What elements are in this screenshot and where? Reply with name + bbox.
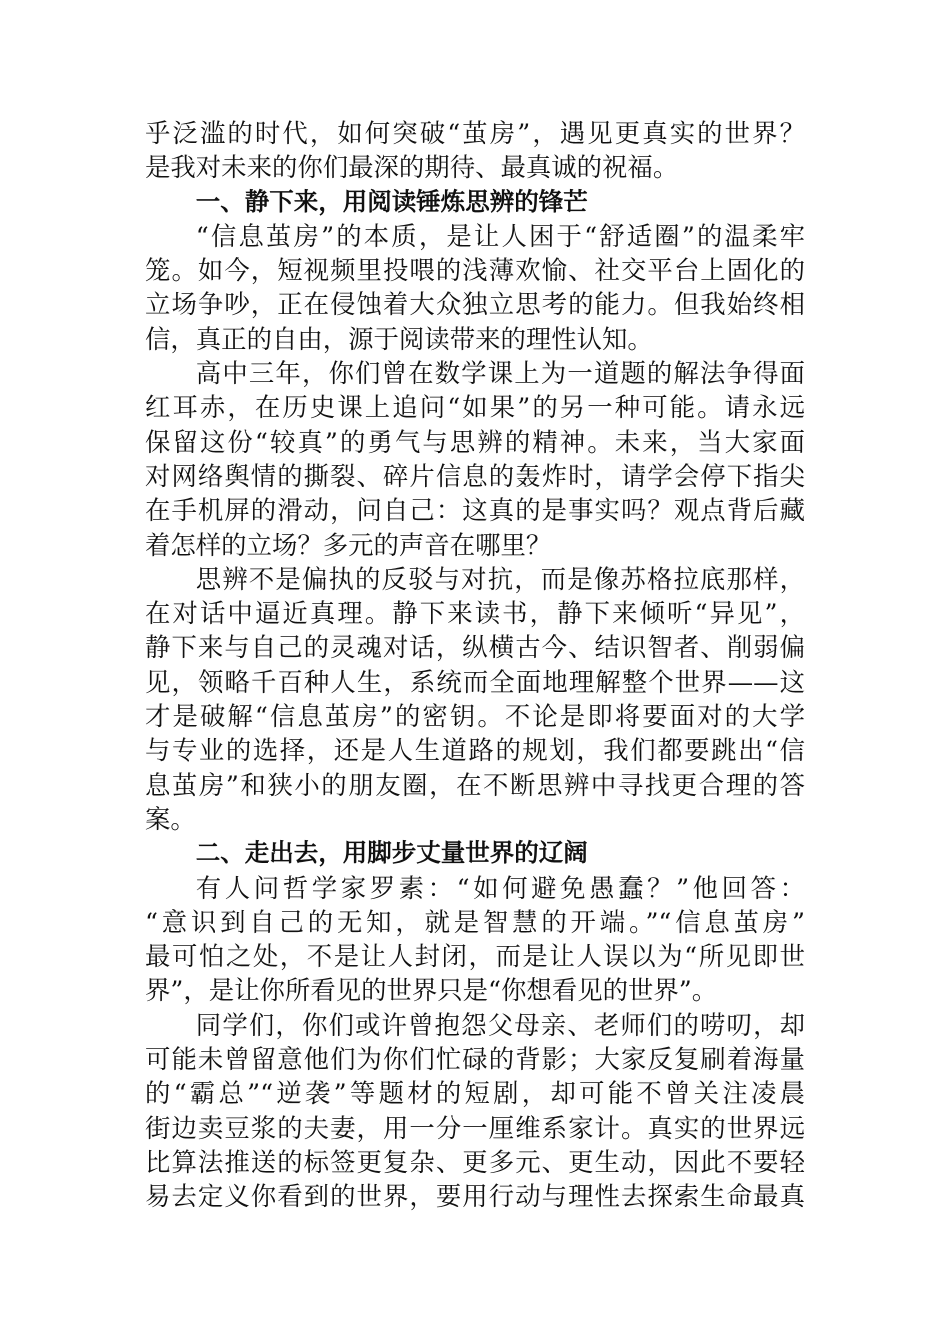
text-line: 最可怕之处，不是让人封闭，而是让人误以为“所见即世 <box>145 941 805 972</box>
text-line: 在手机屏的滑动，问自己：这真的是事实吗？观点背后藏 <box>145 495 805 526</box>
text-line: 街边卖豆浆的夫妻，用一分一厘维系家计。真实的世界远 <box>145 1112 805 1143</box>
section-heading: 一、静下来，用阅读锤炼思辨的锋芒 <box>195 186 588 216</box>
text-line: 红耳赤，在历史课上追问“如果”的另一种可能。请永远 <box>145 392 805 423</box>
text-line: 有人问哲学家罗素：“如何避免愚蠢？”他回答： <box>195 872 805 903</box>
text-line: 高中三年，你们曾在数学课上为一道题的解法争得面 <box>195 358 805 389</box>
text-line: 与专业的选择，还是人生道路的规划，我们都要跳出“信 <box>145 735 805 766</box>
text-line: 可能未曾留意他们为你们忙碌的背影；大家反复刷着海量 <box>145 1044 805 1075</box>
text-line: “信息茧房”的本质，是让人困于“舒适圈”的温柔牢 <box>195 220 805 251</box>
text-line: 乎泛滥的时代，如何突破“茧房”，遇见更真实的世界？ <box>145 118 805 148</box>
text-line: 是我对未来的你们最深的期待、最真诚的祝福。 <box>145 152 679 183</box>
text-line: 的“霸总”“逆袭”等题材的短剧，却可能不曾关注凌晨 <box>145 1078 805 1109</box>
text-line: 静下来与自己的灵魂对话，纵横古今、结识智者、削弱偏 <box>145 632 805 663</box>
text-line: 信，真正的自由，源于阅读带来的理性认知。 <box>145 323 653 354</box>
text-line: 才是破解“信息茧房”的密钥。不论是即将要面对的大学 <box>145 701 805 732</box>
text-line: 着怎样的立场？多元的声音在哪里？ <box>145 529 552 560</box>
text-line: 同学们，你们或许曾抱怨父母亲、老师们的唠叨，却 <box>195 1009 805 1040</box>
text-line: 对网络舆情的撕裂、碎片信息的轰炸时，请学会停下指尖 <box>145 460 805 491</box>
text-line: 息茧房”和狭小的朋友圈，在不断思辨中寻找更合理的答 <box>145 769 805 800</box>
section-heading: 二、走出去，用脚步丈量世界的辽阔 <box>195 838 588 868</box>
document-page <box>145 116 805 1316</box>
text-line: 在对话中逼近真理。静下来读书，静下来倾听“异见”， <box>145 598 805 629</box>
text-line: 易去定义你看到的世界，要用行动与理性去探索生命最真 <box>145 1181 805 1212</box>
text-line: 界”，是让你所看见的世界只是“你想看见的世界”。 <box>145 975 718 1006</box>
text-line: 案。 <box>145 803 196 834</box>
text-line: 笼。如今，短视频里投喂的浅薄欢愉、社交平台上固化的 <box>145 255 805 286</box>
text-line: 见，领略千百种人生，系统而全面地理解整个世界——这 <box>145 666 805 697</box>
text-line: 比算法推送的标签更复杂、更多元、更生动，因此不要轻 <box>145 1146 805 1177</box>
text-line: 立场争吵，正在侵蚀着大众独立思考的能力。但我始终相 <box>145 289 805 320</box>
text-line: “意识到自己的无知，就是智慧的开端。”“信息茧房” <box>145 906 805 937</box>
text-line: 保留这份“较真”的勇气与思辨的精神。未来，当大家面 <box>145 426 805 457</box>
text-line: 思辨不是偏执的反驳与对抗，而是像苏格拉底那样， <box>195 563 805 594</box>
